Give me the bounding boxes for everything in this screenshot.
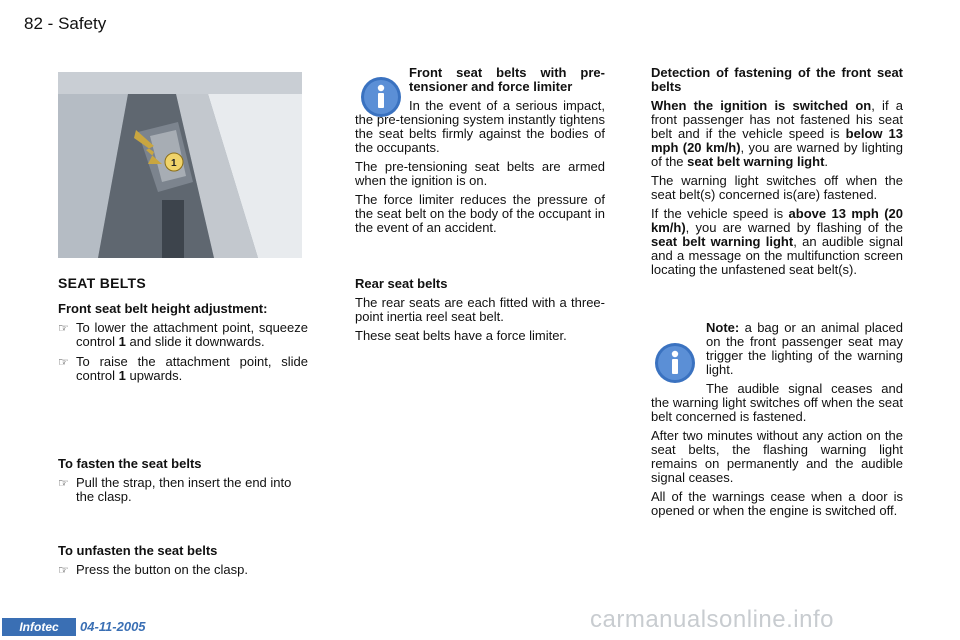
two-minutes-text: After two minutes without any action on the seat belts, the flashing warning light remains on permanently and the audible signal ceases. xyxy=(651,428,903,485)
seat-belt-illustration xyxy=(58,72,302,258)
column-seat-belts xyxy=(58,276,308,583)
seat-belt-photo xyxy=(58,72,302,258)
height-adjust-heading: Front seat belt height adjustment: xyxy=(58,301,268,316)
pointer-icon: ☞ xyxy=(58,476,69,490)
force-limiter-text: The force limiter reduces the pressure of the seat belt on the body of the occupant in the event of an accident. xyxy=(355,192,605,235)
column-pretensioner xyxy=(355,66,605,348)
pointer-icon: ☞ xyxy=(58,355,69,369)
pretensioner-text: In the event of a serious impact, the pre-tensioning system instantly tightens the seat belts firmly against the bodies of the occupants. xyxy=(355,98,605,155)
speed-text: If the vehicle speed is above 13 mph (20 km/h), you are warned by flashing of the seat belt warning light, an audible signal and a message on the multifunction screen locating the unfastened seat belt(s). xyxy=(651,206,903,277)
section-title: Safety xyxy=(58,14,107,33)
bullet-raise: ☞ To raise the attachment point, slide control 1 upwards. xyxy=(58,354,308,383)
fasten-heading: To fasten the seat belts xyxy=(58,456,202,471)
header-separator: - xyxy=(47,14,54,33)
column-detection xyxy=(651,66,903,523)
audible-ceases-text: The audible signal ceases and the warning light switches off when the seat belt concerned is fastened. xyxy=(651,381,903,424)
bullet-unfasten: ☞ Press the button on the clasp. xyxy=(58,562,248,577)
switch-off-text: The warning light switches off when the seat belt(s) concerned is(are) fastened. xyxy=(651,173,903,202)
unfasten-heading: To unfasten the seat belts xyxy=(58,543,218,558)
page-header xyxy=(24,14,106,34)
bullet-lower: ☞ To lower the attachment point, squeeze control 1 and slide it downwards. xyxy=(58,320,308,349)
info-icon xyxy=(654,342,696,389)
note-text: Note: a bag or an animal placed on the front passenger seat may trigger the lighting of the warning light. xyxy=(706,320,903,377)
pointer-icon: ☞ xyxy=(58,563,69,577)
callout-number: 1 xyxy=(171,158,177,169)
detection-text: When the ignition is switched on, if a front passenger has not fastened his seat belt and if the vehicle speed is below 13 mph (20 km/h), you are warned by lighting of the seat belt warning light. xyxy=(651,98,904,169)
watermark: carmanualsonline.info xyxy=(590,606,834,633)
rear-heading: Rear seat belts xyxy=(355,276,448,291)
page-number: 82 xyxy=(24,14,43,33)
pointer-icon: ☞ xyxy=(58,321,69,335)
armed-text: The pre-tensioning seat belts are armed when the ignition is on. xyxy=(355,159,605,188)
rear-limiter-text: These seat belts have a force limiter. xyxy=(355,328,567,343)
infotec-badge: Infotec xyxy=(2,618,76,636)
bullet-fasten: ☞ Pull the strap, then insert the end into the clasp. xyxy=(58,475,292,504)
rear-text: The rear seats are each fitted with a three-point inertia reel seat belt. xyxy=(355,295,605,324)
detection-heading: Detection of fastening of the front seat belts xyxy=(651,65,903,94)
pretensioner-heading: Front seat belts with pre-tensioner and force limiter xyxy=(409,65,605,94)
warnings-cease-text: All of the warnings cease when a door is opened or when the engine is switched off. xyxy=(651,489,903,518)
print-date: 04-11-2005 xyxy=(80,619,146,634)
section-heading: SEAT BELTS xyxy=(58,275,147,291)
